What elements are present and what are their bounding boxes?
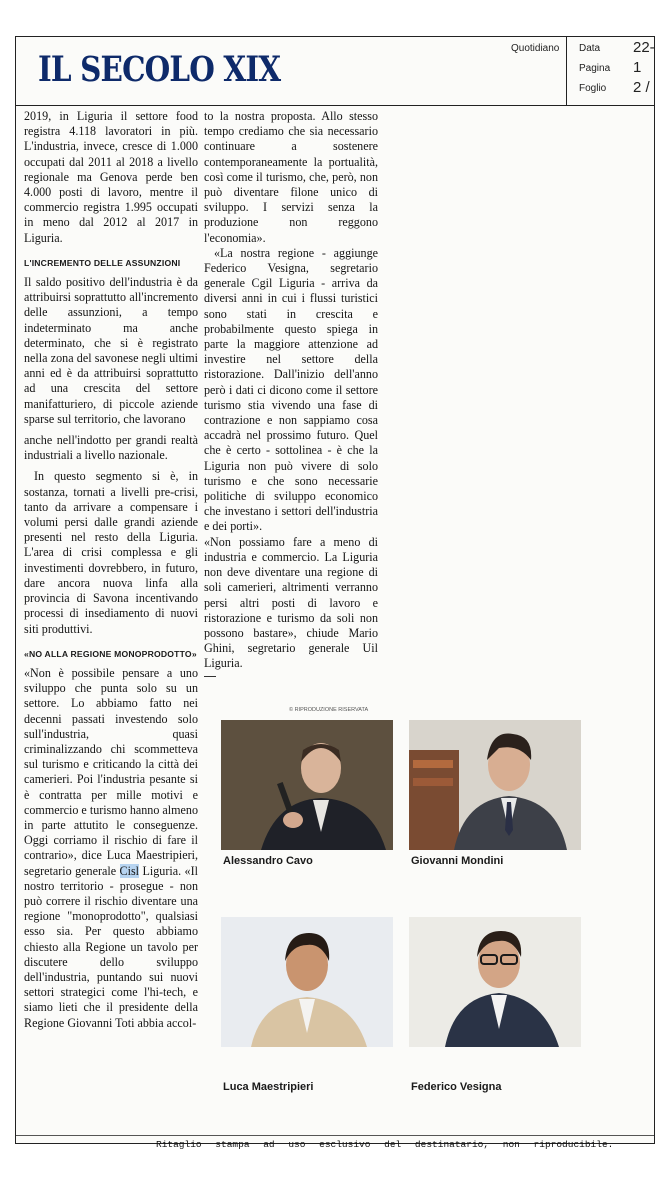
article-column-2 xyxy=(204,109,378,677)
photo-caption: Giovanni Mondini xyxy=(411,855,504,867)
photo-credit: © RIPRODUZIONE RISERVATA xyxy=(289,707,369,713)
article-paragraph: «La nostra regione - aggiunge Federico Vesigna, segretario generale Cgil Liguria - arriva da diversi anni in cui i flussi turistici sono stati in crescita e probabilmente questo spiega in parte la maggiore attenzione ad investire nel settore della ristorazione. Dall'inizio dell'anno però i dati ci dicono come il settore turismo stia vivendo una fase di contrazione e non sappiamo cosa accadrà nel prossimo futuro. Quel che è certo - sottolinea - è che la Liguria non può vivere di solo turismo e che sono necessarie politiche di sviluppo economico che investano i settori dell'industria e dei porti». xyxy=(204,245,378,534)
photo-caption: Luca Maestripieri xyxy=(223,1081,314,1093)
newspaper-masthead: IL SECOLO XIX xyxy=(38,49,281,90)
article-paragraph: 2019, in Liguria il settore food registra 4.118 lavoratori in più. L'industria, invece, cresce di 1.000 occupati dal 2011 al 2018 a livello regionale ma Genova perde ben 4.000 posti di lavoro, mentre il commercio registra 1.995 occupati in meno dal 2012 al 2017 in Liguria. xyxy=(24,109,198,245)
meta-value-date: 22- xyxy=(633,39,655,56)
section-subhead: L'INCREMENTO DELLE ASSUNZIONI xyxy=(24,257,181,268)
clipping-header xyxy=(16,37,654,106)
portrait-image xyxy=(409,720,581,850)
article-paragraph xyxy=(24,666,198,1031)
article-column-1 xyxy=(24,109,198,1031)
footer-rule xyxy=(16,1135,654,1136)
paragraph-text: «Non è possibile pensare a uno sviluppo che punta solo su un settore. Lo abbiamo fatto nei decenni passati investendo solo sull'industria, quasi criminalizzando chi scommetteva sul turismo e criticando la città dei camerieri. Poi l'industria pesante si è contratta per mille motivi e commercio e turismo hanno almeno in parte attutito le conseguenze. Oggi corriamo il rischio di fare il contrario», dice Luca Maestripieri, segretario generale xyxy=(24,665,198,878)
highlighted-term[interactable]: Cisl xyxy=(119,863,140,878)
portrait-image xyxy=(221,720,393,850)
portrait-image xyxy=(221,917,393,1047)
portrait-alessandro-cavo xyxy=(221,720,393,850)
meta-label-date: Data xyxy=(579,43,601,54)
publication-type: Quotidiano xyxy=(511,43,560,54)
portrait-luca-maestripieri xyxy=(221,917,393,1047)
paragraph-text: Liguria. «Il nostro territorio - prosegue - non può correre il rischio diventare una regione "monoprodotto", qualsiasi esso sia. Per questo abbiamo chiesto alla Regione un tavolo per discutere dello sviluppo dell'industria, puntando sui nuovi settori strategici come l'hi-tech, e siamo lieti che il presidente della Regione Giovanni Toti abbia accol- xyxy=(24,863,198,1030)
meta-label-page: Pagina xyxy=(579,63,611,74)
article-paragraph: anche nell'indotto per grandi realtà industriali a livello nazionale. xyxy=(24,433,198,463)
newspaper-clipping xyxy=(15,36,655,1150)
meta-value-sheet: 2 / xyxy=(633,79,650,96)
meta-label-sheet: Foglio xyxy=(579,83,607,94)
section-subhead: «NO ALLA REGIONE MONOPRODOTTO» xyxy=(24,648,197,659)
photo-caption: Alessandro Cavo xyxy=(223,855,313,867)
article-end-mark xyxy=(204,676,216,677)
photo-caption: Federico Vesigna xyxy=(411,1081,502,1093)
meta-value-page: 1 xyxy=(633,59,642,76)
portrait-image xyxy=(409,917,581,1047)
clipping-disclaimer: Ritaglio stampa ad uso esclusivo del destinatario, non riproducibile. xyxy=(156,1139,614,1150)
article-paragraph: to la nostra proposta. Allo stesso tempo crediamo che sia necessario continuare a sostenere contemporaneamente la portualità, così come il turismo, che, però, non può diventare filone unico di sviluppo. I servizi senza la produzione non reggono l'economia». xyxy=(204,109,378,245)
portrait-giovanni-mondini xyxy=(409,720,581,850)
article-paragraph: «Non possiamo fare a meno di industria e commercio. La Liguria non deve diventare una regione di soli camerieri, altrimenti verranno persi altri posti di lavoro e ristorazione e turismo da soli non possono bastare», chiude Mario Ghini, segretario generale Uil Liguria. xyxy=(204,534,378,671)
article-paragraph: In questo segmento si è, in sostanza, tornati a livelli pre-crisi, tanto da arrivare a compensare i volumi persi dalle grandi aziende presenti nel resto della Liguria. L'area di crisi complessa e gli investimenti dovrebbero, in futuro, dare ancora nuova linfa alla provincia di Savona incentivando processi di insediamento di nuovi siti produttivi. xyxy=(24,469,198,636)
portrait-federico-vesigna xyxy=(409,917,581,1047)
clipping-meta-box xyxy=(566,37,667,105)
article-paragraph: Il saldo positivo dell'industria è da attribuirsi soprattutto all'incremento delle assunzioni, a tempo indeterminato ma anche determinato, che si è registrato nella zona del savonese negli ultimi anni ed è da attribuirsi soprattutto ad una crescita del settore manifatturiero, di piccole aziende sparse sul territorio, che lavorano xyxy=(24,275,198,426)
